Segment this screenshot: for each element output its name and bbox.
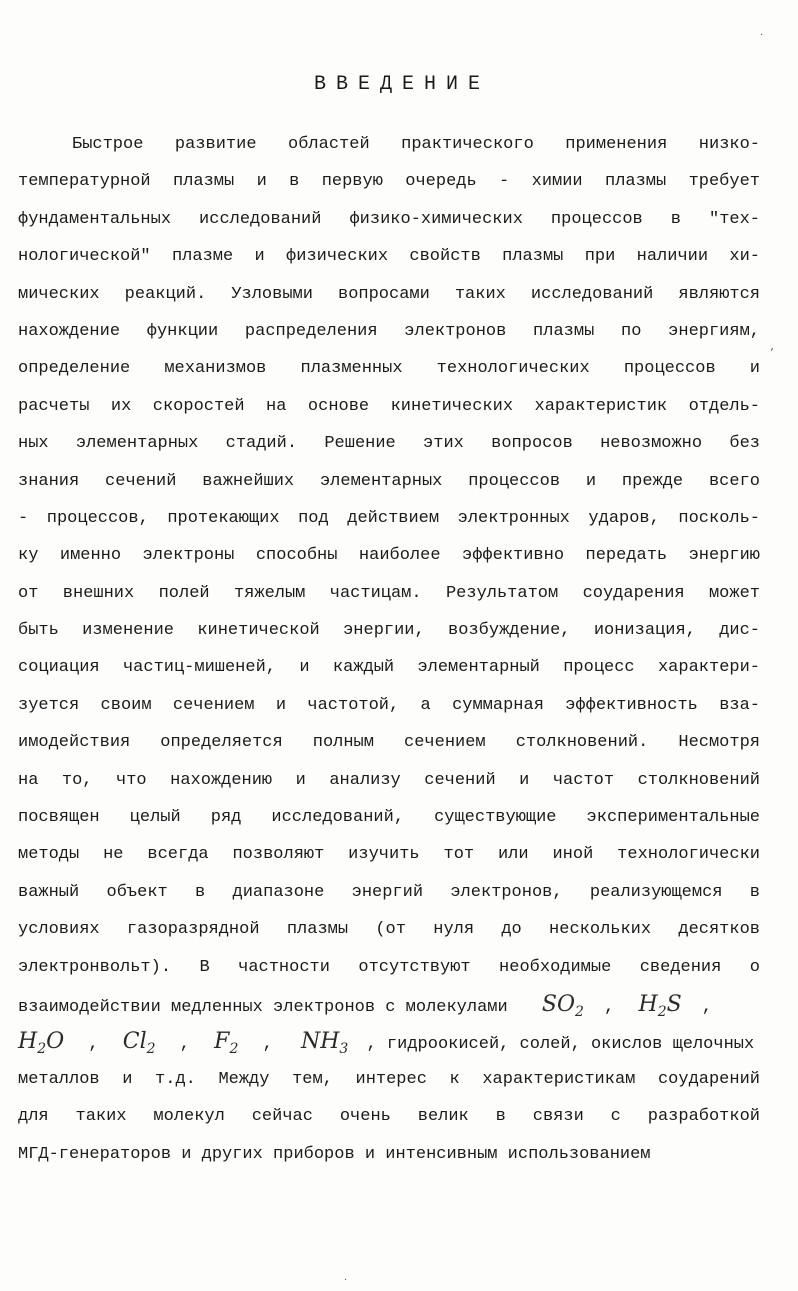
text-line: расчеты их скоростей на основе кинетических характеристик отдель- bbox=[18, 396, 760, 416]
text-line: электронвольт). В частности отсутствуют необходимые сведения о bbox=[18, 957, 760, 977]
text-line: температурной плазмы и в первую очередь - химии плазмы требует bbox=[18, 172, 760, 192]
separator: , bbox=[262, 1035, 273, 1055]
text-line: - процессов, протекающих под действием электронных ударов, посколь- bbox=[18, 508, 760, 528]
separator: , bbox=[604, 997, 615, 1017]
text-line: нологической" плазме и физических свойств плазмы при наличии хи- bbox=[18, 247, 760, 267]
text-line: посвящен целый ряд исследований, существующие экспериментальные bbox=[18, 808, 760, 828]
molecule-h2o: $H_2O$ bbox=[18, 1029, 65, 1058]
text-line: ку именно электроны способны наиболее эффективно передать энергию bbox=[18, 546, 760, 566]
separator: , bbox=[179, 1035, 190, 1055]
text-line: быть изменение кинетической энергии, возбуждение, ионизация, дис- bbox=[18, 621, 760, 641]
molecule-h2s: $H_2S$ bbox=[638, 991, 682, 1020]
text-line: нахождение функции распределения электронов плазмы по энергиям, bbox=[18, 321, 760, 341]
molecule-nh3: $NH_3$ bbox=[300, 1029, 349, 1058]
text-line: условиях газоразрядной плазмы (от нуля до нескольких десятков bbox=[18, 920, 760, 940]
text-line: определение механизмов плазменных технологических процессов и bbox=[18, 359, 760, 379]
text-line: социация частиц-мишеней, и каждый элементарный процесс характери- bbox=[18, 658, 760, 678]
text-line: важный объект в диапазоне энергий электронов, реализующемся в bbox=[18, 882, 760, 902]
text-line: мических реакций. Узловыми вопросами таких исследований являются bbox=[18, 284, 760, 304]
text-line: металлов и т.д. Между тем, интерес к характеристикам соударений bbox=[18, 1069, 760, 1089]
molecule-cl2: $Cl_2$ bbox=[122, 1029, 156, 1058]
scan-speck: · bbox=[760, 30, 764, 41]
text-line: Быстрое развитие областей практического применения низко- bbox=[72, 135, 760, 154]
body-paragraph bbox=[18, 126, 760, 1173]
molecule-f2: $F_2$ bbox=[214, 1029, 239, 1058]
text-line: фундаментальных исследований физико-химических процессов в "тех- bbox=[18, 209, 760, 229]
formula-line-2 bbox=[18, 1023, 760, 1060]
text-line: ных элементарных стадий. Решение этих вопросов невозможно без bbox=[18, 434, 760, 454]
text-line: на то, что нахождению и анализу сечений и частот столкновений bbox=[18, 770, 760, 790]
text-segment: , гидроокисей, солей, окислов щелочных bbox=[366, 1035, 755, 1055]
text-line: методы не всегда позволяют изучить тот или иной технологически bbox=[18, 845, 760, 865]
text-segment: взаимодействии медленных электронов с молекулами bbox=[18, 997, 508, 1017]
text-line: знания сечений важнейших элементарных процессов и прежде всего bbox=[18, 471, 760, 491]
separator: , bbox=[701, 997, 713, 1017]
scan-speck: · bbox=[344, 1275, 348, 1286]
text-line: от внешних полей тяжелым частицам. Результатом соударения может bbox=[18, 583, 760, 603]
page-title: ВВЕДЕНИЕ bbox=[313, 73, 490, 96]
text-line: для таких молекул сейчас очень велик в связи с разработкой bbox=[18, 1107, 760, 1127]
formula-line-1 bbox=[18, 986, 760, 1023]
scan-speck: ʼ bbox=[770, 346, 774, 360]
molecule-so2: $SO_2$ bbox=[541, 991, 584, 1020]
text-line: зуется своим сечением и частотой, а суммарная эффективность вза- bbox=[18, 695, 760, 715]
separator: , bbox=[88, 1035, 99, 1055]
text-line: имодействия определяется полным сечением столкновений. Несмотря bbox=[18, 733, 760, 753]
text-line: МГД-генераторов и других приборов и интенсивным использованием bbox=[18, 1144, 651, 1164]
